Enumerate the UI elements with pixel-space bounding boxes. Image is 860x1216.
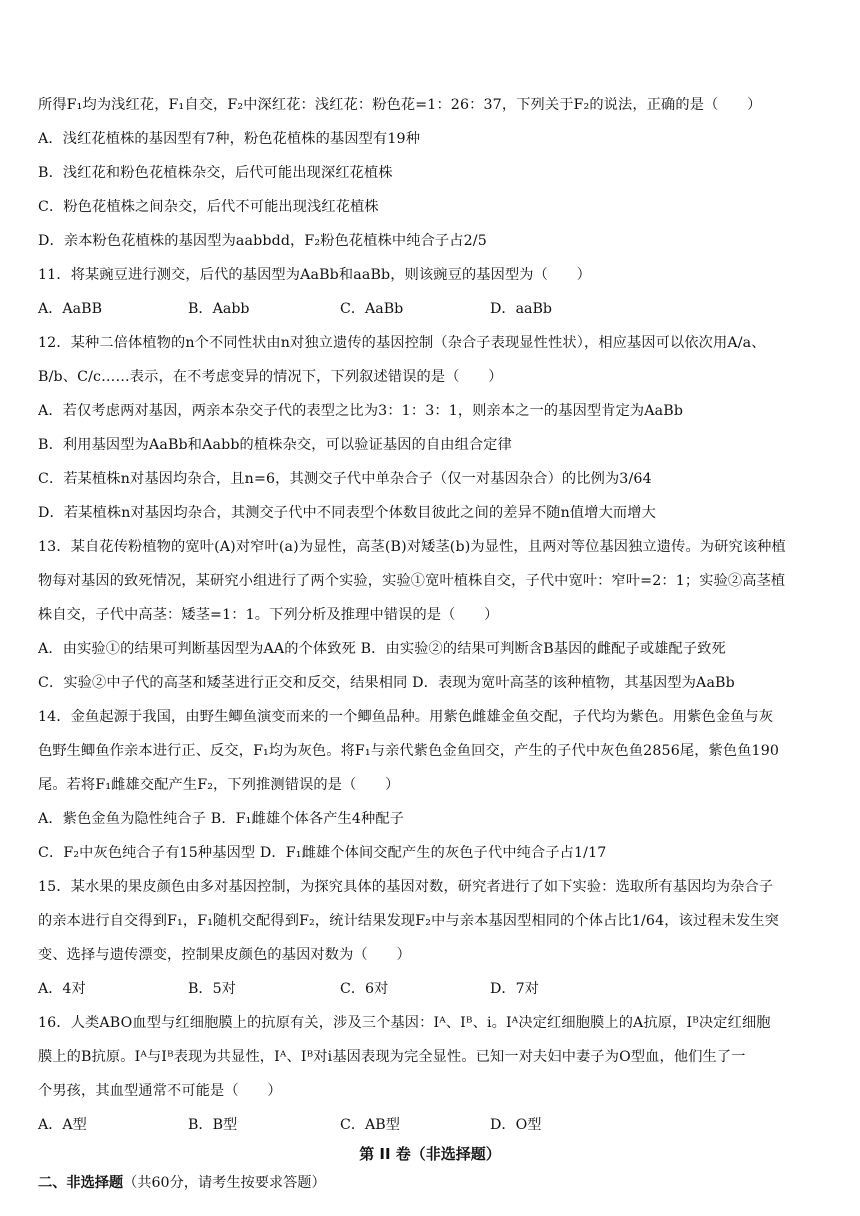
question-14: 14．金鱼起源于我国，由野生鲫鱼演变而来的一个鲫鱼品种。用紫色雌雄金鱼交配，子代均为紫色。用紫色金鱼与灰 [38, 709, 774, 725]
option-a: A．A型 [38, 1117, 87, 1133]
option-c: C．6对 [340, 981, 389, 997]
text-line: 变、选择与遗传漂变，控制果皮颜色的基因对数为（ ） [38, 947, 411, 963]
text-line: 尾。若将F₁雌雄交配产生F₂，下列推测错误的是（ ） [38, 777, 400, 793]
option-a: A．4对 [38, 981, 86, 997]
text-line: 的亲本进行自交得到F₁，F₁随机交配得到F₂，统计结果发现F₂中与亲本基因型相同的个体占比1/64，该过程未发生突 [38, 913, 779, 929]
text-line: 色野生鲫鱼作亲本进行正、反交，F₁均为灰色。将F₁与亲代紫色金鱼回交，产生的子代中灰色鱼2856尾，紫色鱼190 [38, 743, 780, 759]
option-line: D．亲本粉色花植株的基因型为aabbdd，F₂粉色花植株中纯合子占2/5 [38, 233, 487, 249]
option-line: A．若仅考虑两对基因，两亲本杂交子代的表型之比为3：1：3：1，则亲本之一的基因型肯定为AaBb [38, 403, 684, 419]
section-subhead-bold: 二、非选择题 [38, 1175, 124, 1191]
option-line: A．由实验①的结果可判断基因型为AA的个体致死 B．由实验②的结果可判断含B基因的雌配子或雄配子致死 [38, 641, 726, 657]
option-d: D．aaBb [490, 301, 552, 317]
option-b: B．Aabb [188, 301, 250, 317]
text-line: 膜上的B抗原。Iᴬ与Iᴮ表现为共显性，Iᴬ、Iᴮ对i基因表现为完全显性。已知一对夫妇中妻子为O型血，他们生了一 [38, 1049, 746, 1065]
section-subhead [38, 1172, 326, 1194]
question-13: 13．某自花传粉植物的宽叶(A)对窄叶(a)为显性，高茎(B)对矮茎(b)为显性，且两对等位基因独立遗传。为研究该种植 [38, 539, 786, 555]
text-line: 物每对基因的致死情况，某研究小组进行了两个实验，实验①宽叶植株自交，子代中宽叶：窄叶=2：1；实验②高茎植 [38, 573, 786, 589]
option-c: C．AB型 [340, 1117, 400, 1133]
option-c: C．AaBb [340, 301, 404, 317]
option-line: B．利用基因型为AaBb和Aabb的植株杂交，可以验证基因的自由组合定律 [38, 437, 512, 453]
option-line: C．实验②中子代的高茎和矮茎进行正交和反交，结果相同 D．表现为宽叶高茎的该种植物，其基因型为AaBb [38, 675, 735, 691]
text-line: 株自交，子代中高茎：矮茎=1：1。下列分析及推理中错误的是（ ） [38, 607, 499, 623]
option-line: D．若某植株n对基因均杂合，其测交子代中不同表型个体数目彼此之间的差异不随n值增大而增大 [38, 505, 656, 521]
option-line: C．粉色花植株之间杂交，后代不可能出现浅红花植株 [38, 199, 379, 215]
text-line: 个男孩，其血型通常不可能是（ ） [38, 1083, 282, 1099]
question-12: 12．某种二倍体植物的n个不同性状由n对独立遗传的基因控制（杂合子表现显性性状），相应基因可以依次用A/a、 [38, 335, 766, 351]
text-line: 所得F₁均为浅红花，F₁自交，F₂中深红花：浅红花：粉色花=1：26：37，下列关于F₂的说法，正确的是（ ） [38, 97, 762, 113]
option-d: D．7对 [490, 981, 539, 997]
option-a: A．AaBB [38, 301, 102, 317]
option-line: C．F₂中灰色纯合子有15种基因型 D．F₁雌雄个体间交配产生的灰色子代中纯合子占1/17 [38, 845, 607, 861]
option-b: B．B型 [188, 1117, 238, 1133]
text-line: B/b、C/c……表示，在不考虑变异的情况下，下列叙述错误的是（ ） [38, 369, 503, 385]
option-d: D．O型 [490, 1117, 542, 1133]
question-16: 16．人类ABO血型与红细胞膜上的抗原有关，涉及三个基因：Iᴬ、Iᴮ、i。Iᴬ决定红细胞膜上的A抗原，Iᴮ决定红细胞 [38, 1015, 771, 1031]
question-11: 11．将某豌豆进行测交，后代的基因型为AaBb和aaBb，则该豌豆的基因型为（ ） [38, 267, 591, 283]
option-line: A．浅红花植株的基因型有7种，粉色花植株的基因型有19种 [38, 131, 421, 147]
section-subhead-note: （共60分，请考生按要求答题） [123, 1175, 326, 1191]
option-line: B．浅红花和粉色花植株杂交，后代可能出现深红花植株 [38, 165, 393, 181]
option-line: A．紫色金鱼为隐性纯合子 B．F₁雌雄个体各产生4种配子 [38, 811, 405, 827]
option-line: C．若某植株n对基因均杂合，且n=6，其测交子代中单杂合子（仅一对基因杂合）的比例为3/64 [38, 471, 652, 487]
section-title: 第 II 卷（非选择题） [359, 1145, 501, 1163]
question-15: 15．某水果的果皮颜色由多对基因控制，为探究具体的基因对数，研究者进行了如下实验：选取所有基因均为杂合子 [38, 879, 774, 895]
option-b: B．5对 [188, 981, 236, 997]
